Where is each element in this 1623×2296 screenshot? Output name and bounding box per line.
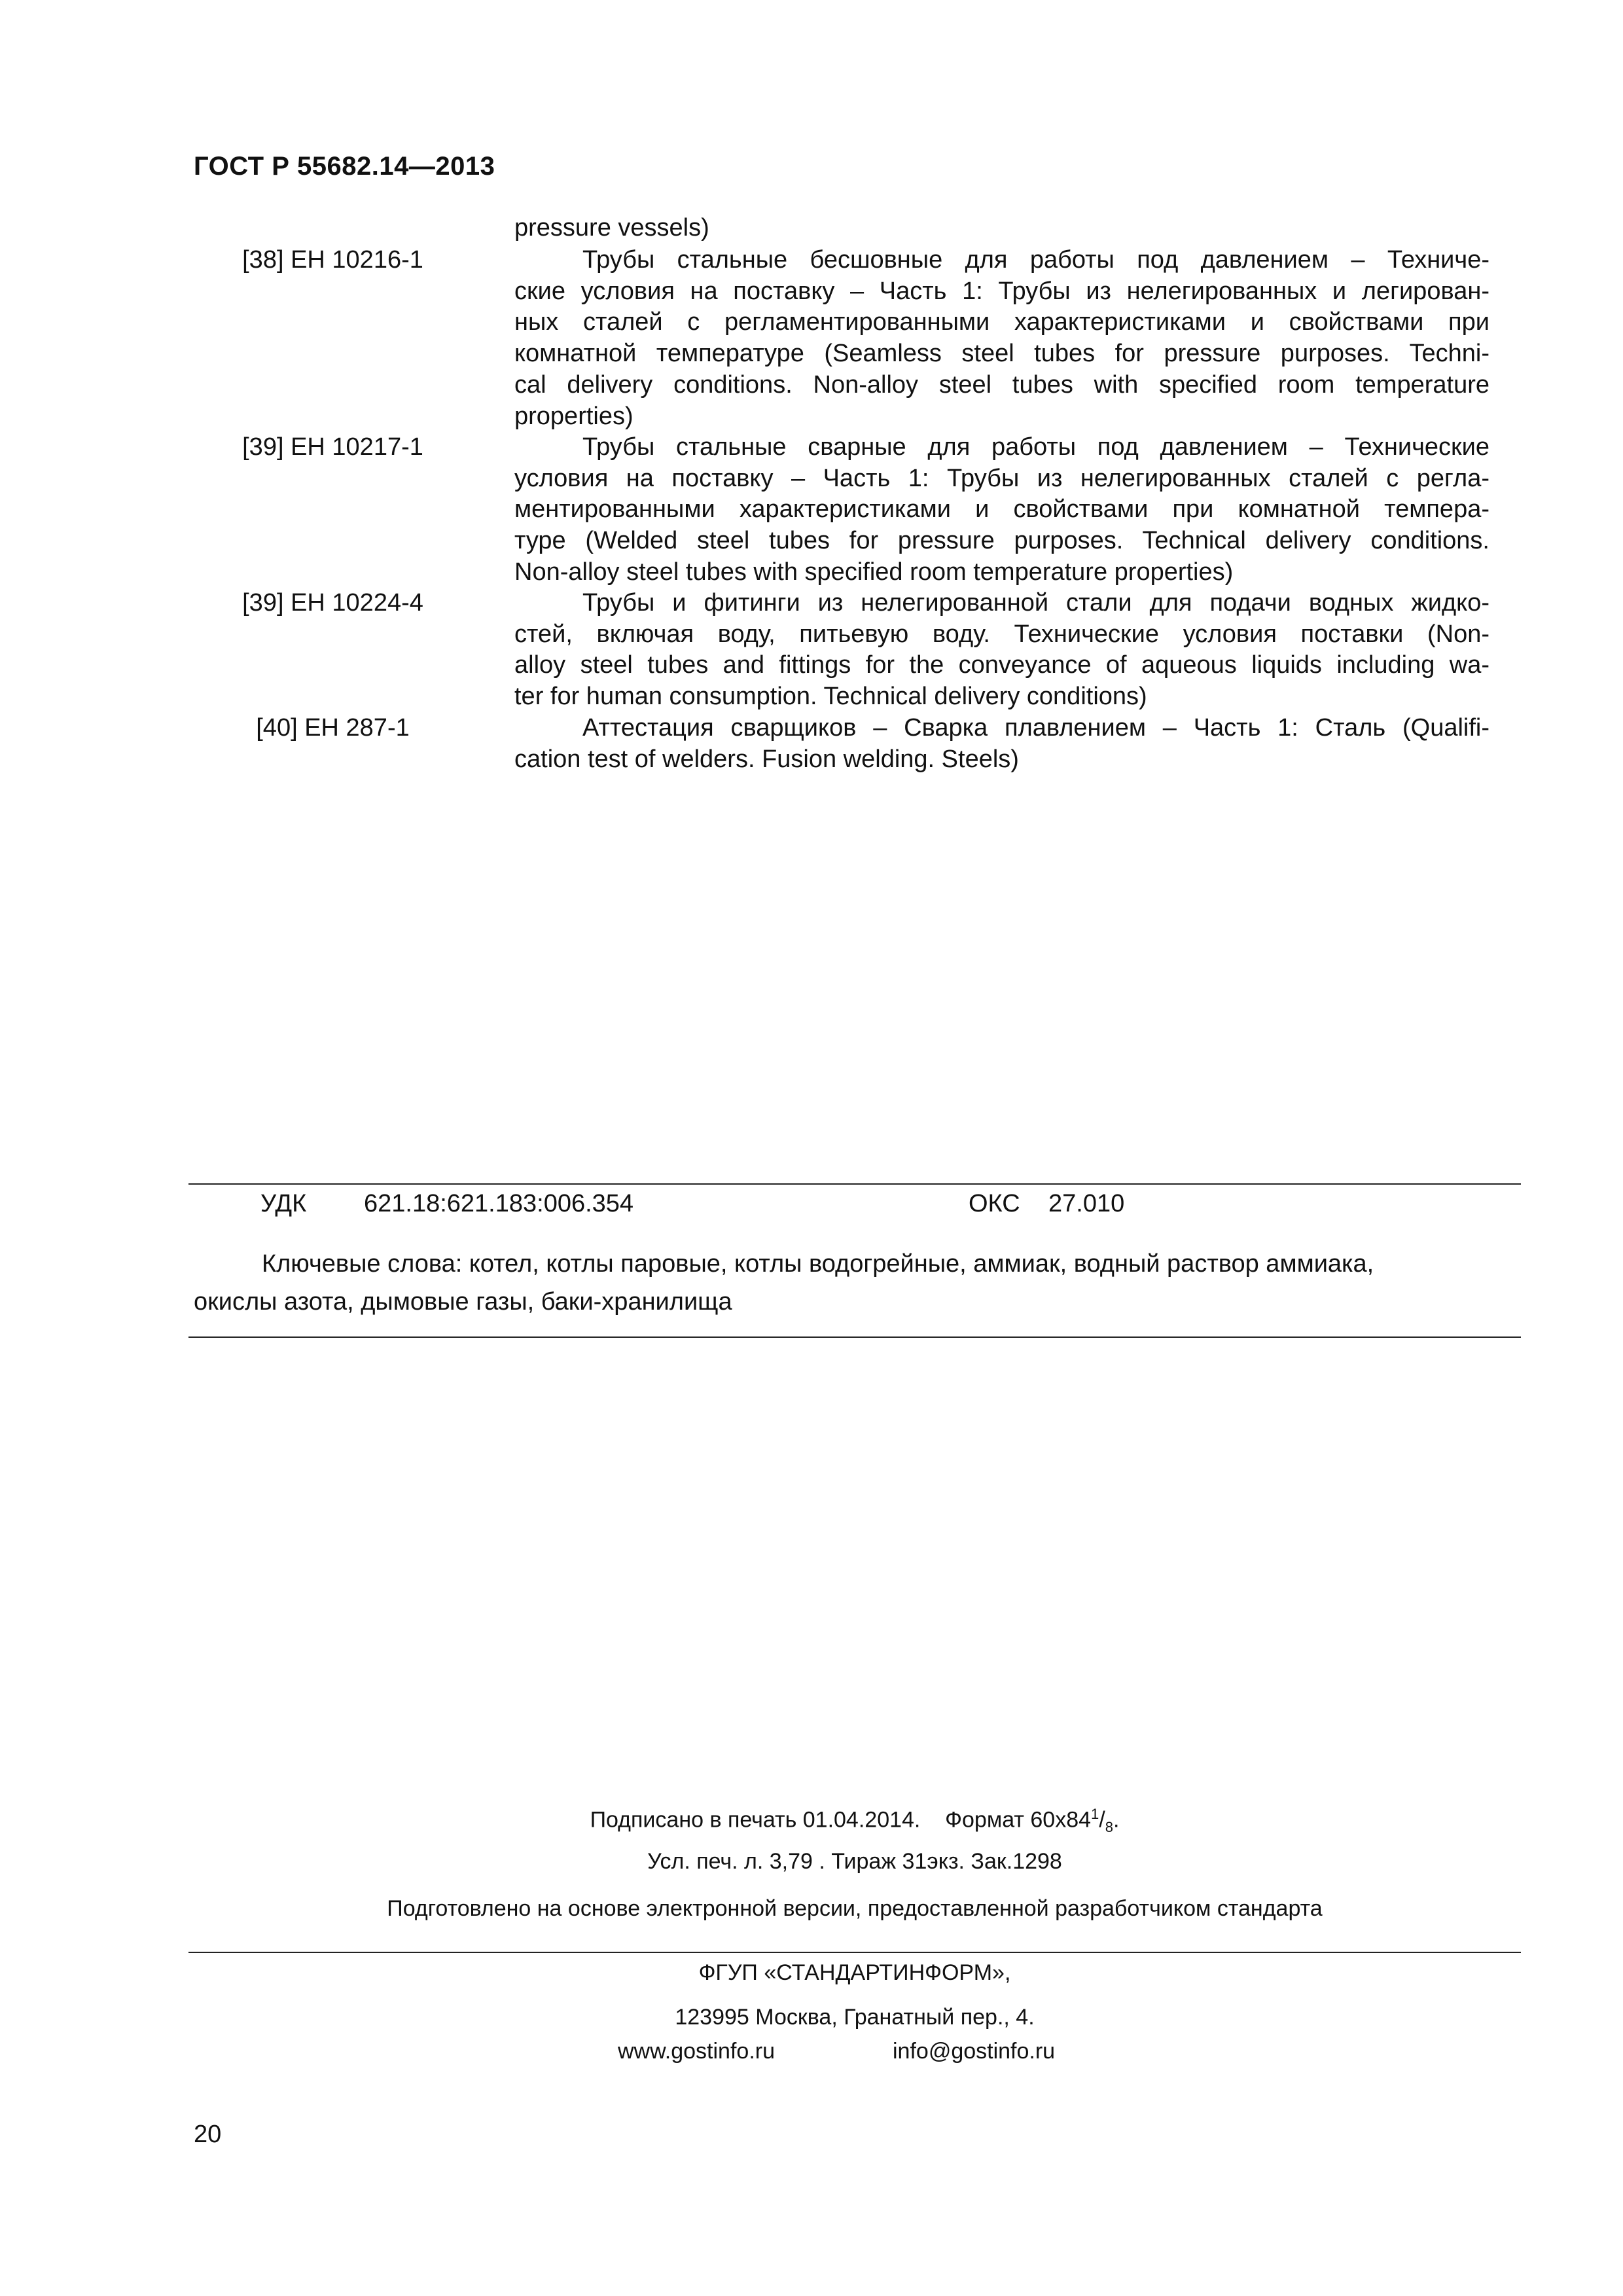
- reference-line: properties): [514, 402, 633, 430]
- publisher-name: ФГУП «СТАНДАРТИНФОРМ»,: [698, 1960, 1011, 1985]
- reference-line: ter for human consumption. Technical delivery conditions): [514, 683, 1147, 711]
- format-denominator: 8: [1105, 1819, 1113, 1836]
- reference-line: условия на поставку – Часть 1: Трубы из нелегированных сталей с регла-: [514, 464, 1489, 492]
- reference-line: Аттестация сварщиков – Сварка плавлением – Часть 1: Сталь (Qualifi-: [582, 714, 1489, 742]
- print-signed-date: Подписано в печать 01.04.2014.: [590, 1807, 921, 1833]
- reference-line: Трубы стальные бесшовные для работы под давлением – Техниче-: [582, 246, 1489, 274]
- publisher-email-link[interactable]: info@gostinfo.ru: [893, 2039, 1056, 2064]
- reference-line: cal delivery conditions. Non-alloy steel tubes with specified room temperature: [514, 370, 1489, 399]
- prepared-note: Подготовлено на основе электронной версии, предоставленной разработчиком стандарта: [387, 1896, 1323, 1921]
- reference-code: [38] EH 10216-1: [242, 246, 423, 274]
- reference-code: [39] EH 10217-1: [242, 433, 423, 461]
- reference-code: [39] EH 10224-4: [242, 589, 423, 617]
- standard-designation: ГОСТ Р 55682.14—2013: [194, 152, 495, 181]
- print-format: Формат 60х84: [945, 1807, 1092, 1833]
- keywords-line: Ключевые слова: котел, котлы паровые, котлы водогрейные, аммиак, водный раствор аммиака,: [262, 1250, 1374, 1278]
- format-numerator: 1: [1091, 1806, 1099, 1822]
- keywords-block: [194, 1245, 1496, 1321]
- reference-line: туре (Welded steel tubes for pressure purposes. Technical delivery conditions.: [514, 527, 1489, 555]
- keywords-line: окислы азота, дымовые газы, баки-хранилища: [194, 1288, 732, 1316]
- reference-line: alloy steel tubes and fittings for the conveyance of aqueous liquids including wa-: [514, 651, 1489, 679]
- reference-line: Трубы и фитинги из нелегированной стали для подачи водных жидко-: [582, 589, 1489, 617]
- reference-description: [514, 245, 1489, 432]
- reference-description: [514, 432, 1489, 588]
- oks-label: ОКС: [969, 1190, 1020, 1217]
- keywords-bottom-rule: [188, 1336, 1521, 1338]
- udk-label: УДК: [260, 1190, 307, 1217]
- reference-line: ментированными характеристиками и свойствами при комнатной темпера-: [514, 495, 1489, 524]
- format-slash: /: [1099, 1807, 1105, 1833]
- format-suffix: .: [1113, 1807, 1120, 1833]
- page-number: 20: [194, 2121, 222, 2148]
- publisher-top-rule: [188, 1952, 1521, 1953]
- reference-line: ных сталей с регламентированными характеристиками и свойствами при: [514, 308, 1489, 336]
- reference-description: [514, 713, 1489, 775]
- publisher-address: 123995 Москва, Гранатный пер., 4.: [675, 2005, 1035, 2030]
- reference-code: [40] EH 287-1: [256, 714, 410, 742]
- reference-line: cation test of welders. Fusion welding. Steels): [514, 745, 1019, 773]
- reference-line: Трубы стальные сварные для работы под давлением – Технические: [582, 433, 1489, 461]
- print-signing-line: [188, 1800, 1521, 1842]
- udk-value: 621.18:621.183:006.354: [364, 1190, 634, 1217]
- bibliography-continuation: pressure vessels): [514, 214, 709, 242]
- print-sheets-line: Усл. печ. л. 3,79 . Тираж 31экз. Зак.1298: [647, 1849, 1062, 1874]
- reference-line: ские условия на поставку – Часть 1: Трубы из нелегированных и легирован-: [514, 277, 1489, 305]
- classification-top-rule: [188, 1183, 1521, 1185]
- oks-value: 27.010: [1048, 1190, 1125, 1217]
- publisher-website-link[interactable]: www.gostinfo.ru: [618, 2039, 775, 2064]
- reference-line: комнатной температуре (Seamless steel tubes for pressure purposes. Techni-: [514, 340, 1489, 368]
- reference-line: Non-alloy steel tubes with specified room temperature properties): [514, 558, 1234, 586]
- reference-description: [514, 588, 1489, 713]
- reference-line: стей, включая воду, питьевую воду. Технические условия поставки (Non-: [514, 620, 1489, 648]
